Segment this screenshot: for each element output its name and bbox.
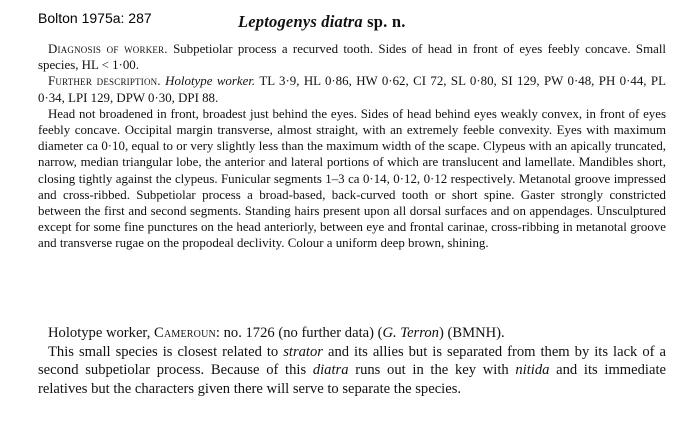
remarks-diatra: diatra — [312, 362, 349, 379]
remarks-nitida: nitida — [515, 362, 550, 379]
remarks-text-1: This small species is closest related to — [48, 343, 284, 360]
remarks-text-4: and its immediate relatives but the characters given there will serve to separate the species. — [38, 362, 666, 397]
further-heading: Further description. — [48, 74, 161, 89]
diagnosis-heading: Diagnosis of worker. — [48, 42, 168, 56]
morphology-paragraph: Head not broadened in front, broadest just behind the eyes. Sides of head behind eyes weakly convex, in front of eyes feebly concave. Occipital margin transverse, almost straight, with an extremely feeble convexity. Eyes with maximum diameter ca 0·10, equal to or very slightly less than the maximum width of the scape. Clypeus with an apically truncated, narrow, median triangular lobe, the anterior and lateral portions of which are translucent and lamellate. Mandibles short, closing tightly against the clypeus. Funicular segments 1–3 ca 0·14, 0·12, 0·12 respectively. Metanotal groove impressed and cross-ribbed. Subpetiolar process a broad-based, back-curved tooth or short spine. Gaster strongly constricted between the first and second segments. Standing hairs present upon all dorsal surfaces and on appendages. Unsculptured except for some fine punctures on the head anteriorly, between eye and frontal carinae, cross-ribbing in metanotal groove and transverse rugae on the propodeal declivity. Colour a uniform deep brown, shining. — [38, 106, 666, 251]
holotype-country: Cameroun — [154, 325, 216, 341]
holotype-end: ) (BMNH). — [438, 325, 505, 341]
holotype-worker-label: Holotype worker. — [160, 74, 256, 89]
remarks-text-2: and its allies but is separated from them by its lack of a second subpetiolar process. Because of this — [38, 343, 666, 379]
further-description-paragraph — [38, 73, 666, 105]
remarks-block — [38, 324, 666, 398]
remarks-strator: strator — [283, 343, 323, 360]
diagnosis-paragraph — [38, 41, 666, 73]
holotype-paragraph — [38, 324, 666, 343]
holotype-lead: Holotype worker, — [48, 325, 155, 341]
citation-label: Bolton 1975a: 287 — [38, 10, 152, 26]
measurements-text: TL 3·9, HL 0·86, HW 0·62, CI 72, SL 0·80, SI 129, PW 0·48, PH 0·44, PL 0·34, LPI 129, DPW 0·30, DPI 88. — [38, 74, 666, 105]
holotype-mid: : no. 1726 (no further data) ( — [215, 325, 383, 341]
remarks-paragraph — [38, 343, 666, 399]
holotype-collector: G. Terron — [382, 325, 439, 341]
description-block — [38, 41, 666, 252]
species-suffix: sp. n. — [362, 12, 406, 31]
remarks-text-3: runs out in the key with — [348, 362, 516, 379]
species-title — [238, 12, 406, 32]
species-name: Leptogenys diatra — [238, 12, 363, 31]
diagnosis-text: Subpetiolar process a recurved tooth. Sides of head in front of eyes feebly concave. Small species, HL < 1·00. — [38, 42, 666, 73]
